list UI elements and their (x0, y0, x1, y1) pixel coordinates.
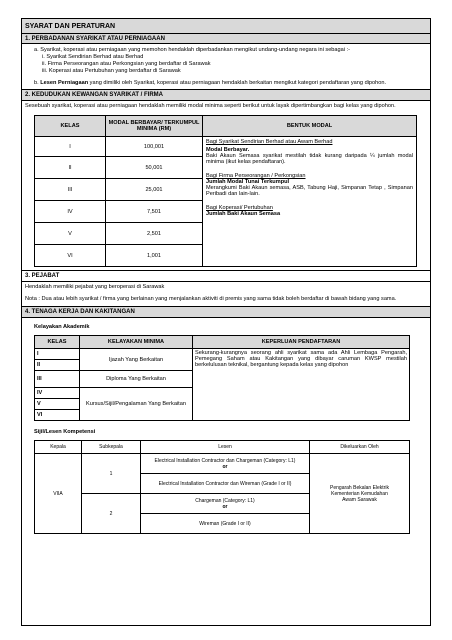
academic-qual: Ijazah Yang Berkaitan (80, 349, 193, 371)
section-2-text: Sesebuah syarikat, koperasi atau perniagaan hendaklah memiliki modal minima seperti berikut untuk layak dipertimbangkan bagi kelas yang dipohon. (25, 103, 396, 109)
license-l2a: Chargeman (Category: L1) (195, 497, 255, 504)
capital-kelas: III (35, 179, 106, 201)
competency-license (141, 494, 310, 514)
section-4-heading: 4. TENAGA KERJA DAN KAKITANGAN (22, 306, 430, 318)
capital-table (34, 115, 417, 267)
capital-kelas: V (35, 223, 106, 245)
section-1-item-b-bold: Lesen Perniagaan (40, 80, 89, 86)
capital-modal: 7,501 (106, 201, 203, 223)
section-1-item-b-prefix: b. (34, 80, 41, 86)
capital-modal: 1,001 (106, 245, 203, 267)
bm1-text: Baki Akaun Semasa syarikat mestilah tidak kurang daripada ¼ jumlah modal minima (ikut kelas pendaftaran). (206, 153, 413, 165)
section-1-item-i: i. Syarikat Sendirian Berhad atau Berhad (42, 54, 144, 60)
capital-kelas: VI (35, 245, 106, 267)
bm1-title: Bagi Syarikat Sendirian Berhad atau Awam Berhad (206, 139, 333, 145)
section-1-item-ii: ii. Firma Perseorangan atau Perkongsian yang berdaftar di Sarawak (42, 61, 211, 67)
capital-modal: 25,001 (106, 179, 203, 201)
competency-sub: 1 (82, 454, 141, 494)
capital-col-modal: MODAL BERBAYAR/ TERKUMPUL MINIMA (RM) (106, 116, 203, 137)
capital-col-kelas: KELAS (35, 116, 106, 137)
license-or: or (222, 503, 228, 510)
competency-license: Wireman (Grade I or II) (141, 514, 310, 534)
academic-title: Kelayakan Akademik (34, 324, 90, 330)
bm2-bold: Jumlah Modal Tunai Terkumpul (206, 179, 290, 185)
bm2-title: Bagi Firma Perseorangan / Perkongsian (206, 173, 306, 179)
academic-kelas: III (35, 371, 80, 388)
academic-kelas: V (35, 399, 80, 410)
capital-form-cell (203, 137, 417, 267)
competency-table (34, 440, 410, 534)
academic-col-keperluan: KEPERLUAN PENDAFTARAN (193, 336, 410, 349)
capital-modal: 50,001 (106, 157, 203, 179)
license-l1a: Electrical Installation Contractor dan Chargeman (Category: L1) (154, 457, 296, 464)
document-page (21, 18, 431, 626)
section-1-item-b-rest: yang dimiliki oleh Syarikat, koperasi atau perniagaan hendaklah berkaitan mengikut kategori pendaftaran yang dipohon. (88, 80, 387, 86)
competency-col-kepala: Kepala (35, 441, 82, 454)
section-3-heading: 3. PEJABAT (22, 270, 430, 282)
competency-col-issuer: Dikeluarkan Oleh (310, 441, 410, 454)
section-1-item-iii: iii. Koperasi atau Pertubuhan yang berdaftar di Sarawak (42, 68, 181, 74)
bm2-text: Merangkumi Baki Akaun semasa, ASB, Tabung Haji, Simpanan Tetap , Simpanan Peribadi dan lain-lain. (206, 185, 413, 197)
sijil-title: Sijil/Lesen Kompetensi (34, 429, 96, 435)
academic-kelas: I (35, 349, 80, 360)
section-1-item-b (22, 75, 430, 89)
section-4 (22, 306, 430, 534)
section-3 (22, 270, 430, 306)
capital-modal: 100,001 (106, 137, 203, 157)
bm3-bold: Jumlah Baki Akaun Semasa (206, 211, 281, 217)
section-1 (22, 34, 430, 89)
section-1-heading: 1. PERBADANAN SYARIKAT ATAU PERNIAGAAN (22, 34, 430, 44)
section-1-item-a: a. Syarikat, koperasi atau perniagaan yang memohon hendaklah diperbadankan mengikut undang-undang negara ini sebagai :- (34, 47, 350, 53)
section-2-heading: 2. KEDUDUKAN KEWANGAN SYARIKAT / FIRMA (22, 89, 430, 101)
page-title: SYARAT DAN PERATURAN (22, 19, 430, 34)
academic-requirement: Sekurang-kurangnya seorang ahli syarikat sama ada Ahli Lembaga Pengarah, Pemegang Saham atau Kakitangan yang dibayar caruman KWSP mestilah berkelulusan teknikal, bergantung kepada kelas yang dipohon (193, 349, 410, 421)
academic-col-kelas: KELAS (35, 336, 80, 349)
competency-sub: 2 (82, 494, 141, 534)
bm3-title: Bagi Koperasi/ Pertubuhan (206, 205, 273, 211)
academic-kelas: IV (35, 388, 80, 399)
academic-kelas: VI (35, 410, 80, 421)
competency-kepala: VIIA (35, 454, 82, 534)
capital-modal: 2,501 (106, 223, 203, 245)
academic-col-kelayakan: KELAYAKAN MINIMA (80, 336, 193, 349)
academic-qual: Kursus/Sijil/Pengalaman Yang Berkaitan (80, 388, 193, 421)
academic-kelas: II (35, 360, 80, 371)
competency-license (141, 454, 310, 474)
competency-col-lesen: Lesen (141, 441, 310, 454)
competency-license: Electrical Installation Contractor dan Wireman (Grade I or II) (141, 474, 310, 494)
academic-qual: Diploma Yang Berkaitan (80, 371, 193, 388)
capital-kelas: I (35, 137, 106, 157)
capital-col-bentuk: BENTUK MODAL (203, 116, 417, 137)
section-2 (22, 89, 430, 267)
competency-issuer: Pengarah Bekalan Elektrik Kementerian Kemudahan Awam Sarawak (310, 454, 410, 534)
section-3-note: Nota : Dua atau lebih syarikat / firma yang berlainan yang menjalankan aktiviti di premis yang sama tidak boleh berdaftar di bawah bidang yang sama. (25, 296, 397, 302)
license-or: or (222, 463, 228, 470)
academic-table (34, 335, 410, 421)
capital-kelas: IV (35, 201, 106, 223)
competency-col-subkepala: Subkepala (82, 441, 141, 454)
bm1-bold: Modal Berbayar. (206, 147, 250, 153)
capital-kelas: II (35, 157, 106, 179)
section-3-text: Hendaklah memiliki pejabat yang beroperasi di Sarawak (25, 284, 165, 290)
